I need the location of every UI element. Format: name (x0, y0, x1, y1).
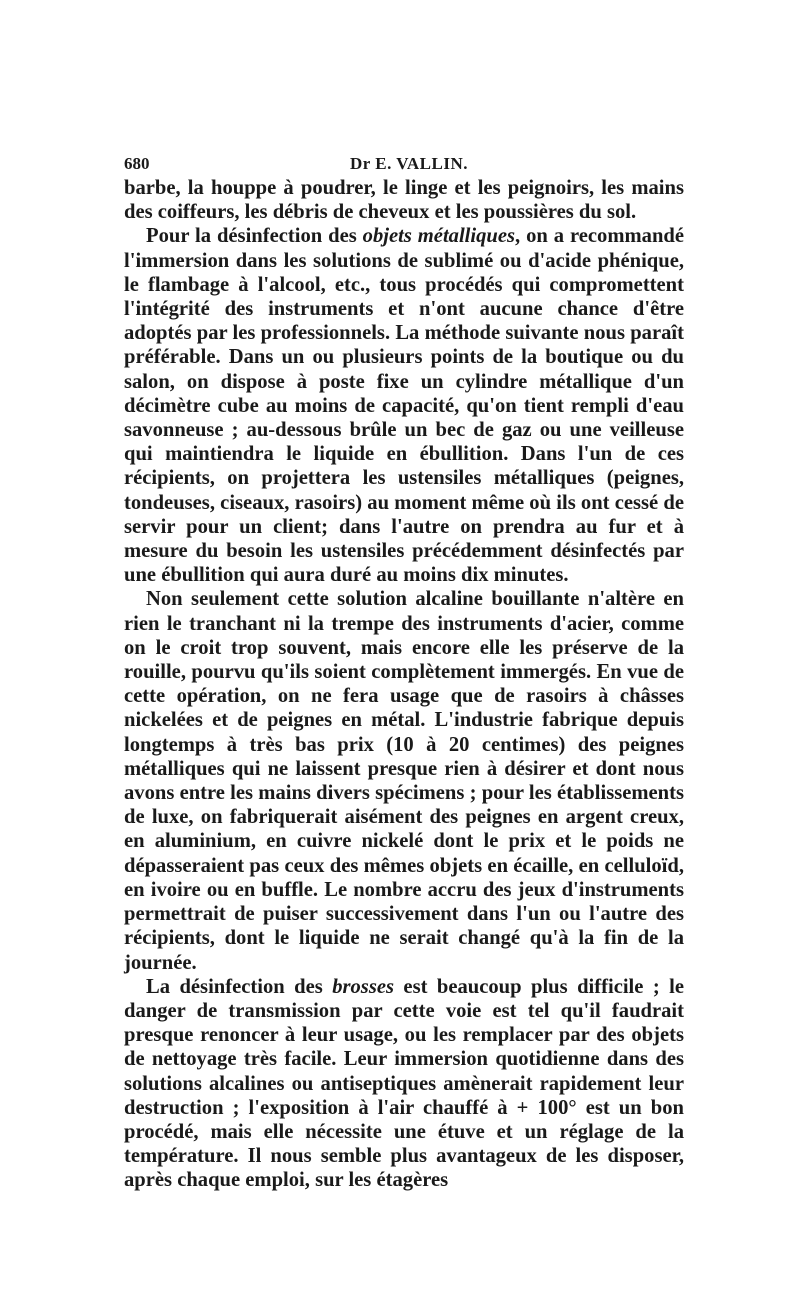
paragraph-4-text-before: La désinfection des (146, 975, 333, 998)
paragraph-3-text: Non seulement cette solution alcaline bouillante n'altère en rien le tranchant ni la trempe des instruments d'acier, comme on le croit trop souvent, mais encore elle les préserve de la rouille, pourvu qu'ils soient complètement immergés. En vue de cette opération, on ne fera usage que de rasoirs à châsses nickelées et de peignes en métal. L'industrie fabrique depuis longtemps à très bas prix (10 à 20 centimes) des peignes métalliques qui ne laissent presque rien à désirer et dont nous avons entre les mains divers spécimens ; pour les établissements de luxe, on fabriquerait aisément des peignes en argent creux, en aluminium, en cuivre nickelé dont le prix et le poids ne dépasseraient pas ceux des mêmes objets en écaille, en celluloïd, en ivoire ou en buffle. Le nombre accru des jeux d'instruments permettrait de puiser successivement dans l'un ou l'autre des récipients, dont le liquide ne serait changé qu'à la fin de la journée. (124, 588, 684, 974)
running-title: Dr E. VALLIN. (350, 154, 468, 173)
paragraph-3 (124, 587, 684, 974)
book-page (124, 150, 684, 1193)
paragraph-4-text-after: est beaucoup plus difficile ; le danger de transmission par cette voie est tel qu'il faudrait presque renoncer à leur usage, ou les remplacer par des objets de nettoyage très facile. Leur immersion quotidienne dans des solutions alcalines ou antiseptiques amènerait rapidement leur destruction ; l'exposition à l'air chauffé à + 100° est un bon procédé, mais elle nécessite une étuve et un réglage de la température. Il nous semble plus avantageux de les disposer, après chaque emploi, sur les étagères (124, 975, 684, 1192)
page-number: 680 (124, 154, 150, 173)
paragraph-2-text-before: Pour la désinfection des (146, 225, 363, 248)
paragraph-2-text-after: , on a recommandé l'immersion dans les solutions de sublimé ou d'acide phénique, le flambage à l'alcool, etc., tous procédés qui compromettent l'intégrité des instruments et n'ont aucune chance d'être adoptés par les professionnels. La méthode suivante nous paraît préférable. Dans un ou plusieurs points de la boutique ou du salon, on dispose à poste fixe un cylindre métallique d'un décimètre cube au moins de capacité, qu'on tient rempli d'eau savonneuse ; au-dessous brûle un bec de gaz ou une veilleuse qui maintiendra le liquide en ébullition. Dans l'un de ces récipients, on projettera les ustensiles métalliques (peignes, tondeuses, ciseaux, rasoirs) au moment même où ils ont cessé de servir pour un client; dans l'autre on prendra au fur et à mesure du besoin les ustensiles précédemment désinfectés par une ébullition qui aura duré au moins dix minutes. (124, 225, 685, 587)
paragraph-2 (124, 224, 684, 587)
running-head (124, 150, 684, 176)
body-text (124, 176, 684, 1193)
paragraph-4-emphasis: brosses (332, 975, 394, 998)
paragraph-4 (124, 975, 684, 1193)
paragraph-1-text: barbe, la houppe à poudrer, le linge et les peignoirs, les mains des coiffeurs, les débris de cheveux et les poussières du sol. (124, 177, 684, 224)
paragraph-2-emphasis: objets métalliques (362, 225, 516, 248)
paragraph-1 (124, 176, 684, 224)
